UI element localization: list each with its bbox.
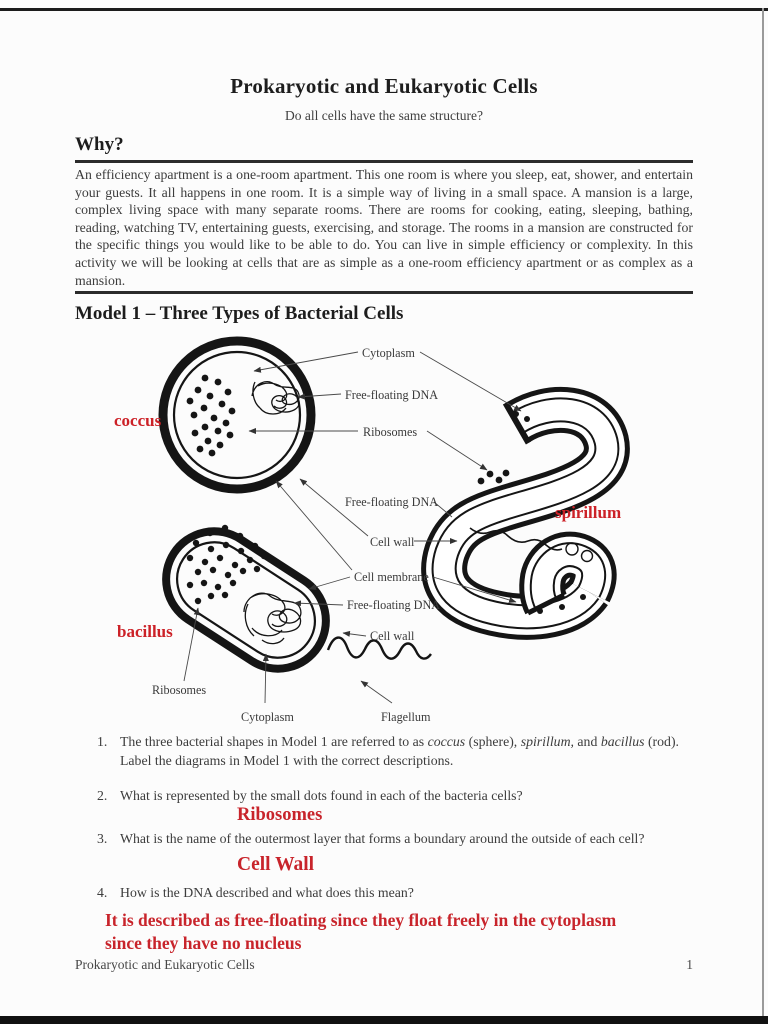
question-1-text bbox=[120, 733, 682, 770]
cell-name-bacillus: bacillus bbox=[117, 622, 173, 641]
scan-bottom-edge bbox=[0, 1016, 768, 1024]
coccus-cell-wall bbox=[163, 341, 311, 489]
q1-italic-coccus: coccus bbox=[427, 734, 466, 749]
cell-name-coccus: coccus bbox=[114, 411, 162, 430]
page-footer bbox=[75, 957, 693, 973]
answer-4-line-2: since they have no nucleus bbox=[105, 932, 302, 953]
bacteria-diagram bbox=[75, 335, 695, 735]
label-free-floating-dna-3: Free-floating DNA bbox=[347, 598, 441, 612]
footer-title: Prokaryotic and Eukaryotic Cells bbox=[75, 957, 255, 972]
model-1-heading: Model 1 – Three Types of Bacterial Cells bbox=[75, 303, 404, 324]
answer-4 bbox=[105, 909, 616, 954]
q1-italic-spirillum: spirillum, bbox=[520, 734, 574, 749]
question-2-text: What is represented by the small dots found in each of the bacteria cells? bbox=[120, 788, 523, 803]
question-4-text: How is the DNA described and what does this mean? bbox=[120, 885, 414, 900]
label-cell-wall-2: Cell wall bbox=[370, 629, 415, 643]
label-ribosomes-2: Ribosomes bbox=[152, 683, 207, 697]
q1-italic-bacillus: bacillus bbox=[600, 734, 645, 749]
question-2-number: 2. bbox=[97, 788, 108, 803]
footer-page-number: 1 bbox=[686, 957, 693, 972]
label-cytoplasm-bottom: Cytoplasm bbox=[241, 710, 294, 724]
q1-mid2: and bbox=[573, 734, 601, 749]
answer-2: Ribosomes bbox=[237, 805, 323, 825]
question-4-number: 4. bbox=[97, 885, 108, 900]
coccus-cell bbox=[163, 341, 311, 489]
bacillus-dna-tangle bbox=[244, 593, 301, 643]
question-1-number: 1. bbox=[97, 734, 108, 749]
question-1 bbox=[97, 733, 682, 770]
divider-rule-bottom bbox=[75, 291, 693, 294]
why-paragraph: An efficiency apartment is a one-room apartment. This one room is where you sleep, eat, shower, and entertain your guests. It all happens in one room. It is a simple way of living in a small space. A mansion is a large, complex living space with many separate rooms. There are rooms for cooking, eating, sleeping, bathing, reading, watching TV, entertaining guests, exercising, and storage. The rooms in a mansion are constructed for the specific things you would like to be able to do. You can live in simple efficiency or complexity. In this activity we will be looking at cells that are as simple as a one-room efficiency apartment or as complex as a mansion. bbox=[75, 167, 693, 288]
bacillus-cell-membrane bbox=[163, 528, 329, 672]
label-ribosomes-1: Ribosomes bbox=[363, 425, 418, 439]
label-cell-wall-1: Cell wall bbox=[370, 535, 415, 549]
q1-pre: The three bacterial shapes in Model 1 are referred to as bbox=[120, 734, 428, 749]
divider-rule-top bbox=[75, 160, 693, 163]
label-cell-membrane: Cell membrane bbox=[354, 570, 429, 584]
cell-name-spirillum: spirillum bbox=[555, 503, 622, 522]
page-title: Prokaryotic and Eukaryotic Cells bbox=[230, 74, 538, 98]
question-3-number: 3. bbox=[97, 831, 108, 846]
question-3 bbox=[97, 830, 682, 849]
bacillus-cell-wall bbox=[148, 513, 345, 687]
question-4 bbox=[97, 884, 682, 903]
question-3-text: What is the name of the outermost layer that forms a boundary around the outside of each cell? bbox=[120, 831, 645, 846]
label-free-floating-dna-1: Free-floating DNA bbox=[345, 388, 439, 402]
label-flagellum: Flagellum bbox=[381, 710, 431, 724]
coccus-ribosome-dots bbox=[187, 375, 236, 457]
label-free-floating-dna-2: Free-floating DNA bbox=[345, 495, 439, 509]
page-subtitle: Do all cells have the same structure? bbox=[285, 108, 483, 123]
scan-right-edge bbox=[762, 8, 764, 1016]
scan-top-edge bbox=[0, 8, 768, 11]
question-2 bbox=[97, 787, 682, 806]
label-cytoplasm-top: Cytoplasm bbox=[362, 346, 415, 360]
q1-mid1: (sphere), bbox=[465, 734, 521, 749]
answer-3: Cell Wall bbox=[237, 854, 315, 875]
q1-post: (rod). Label the diagrams in Model 1 with the correct descriptions. bbox=[120, 734, 679, 768]
answer-4-line-1: It is described as free-floating since they float freely in the cytoplasm bbox=[105, 910, 617, 930]
why-heading: Why? bbox=[75, 134, 124, 155]
